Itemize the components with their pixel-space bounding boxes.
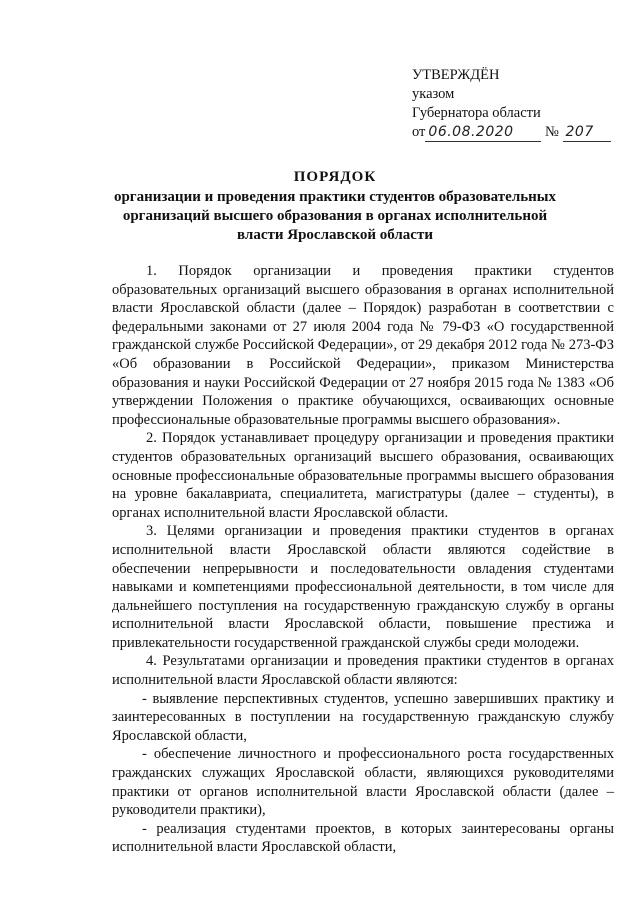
paragraph-3: 3. Целями организации и проведения практики студентов в органах исполнительной власти Ярославской области являются содействие в обеспечении непрерывности и последовательности овладения студентами навыками и компетенциями профессиональной деятельности, в том числе для дальнейшего поступления на государственную гражданскую службу в органы исполнительной власти Ярославской области, повышение престижа и привлекательности государственной гражданской службы среди молодежи. — [112, 523, 614, 651]
list-item: - обеспечение личностного и профессионального роста государственных гражданских служащих Ярославской области, являющихся руководителями практики от органов исполнительной власти Ярославской области (далее – руководители практики), — [112, 746, 614, 819]
approval-governor: Губернатора области — [412, 105, 541, 121]
document-heading — [100, 168, 570, 245]
paragraph-1: 1. Порядок организации и проведения практики студентов образовательных организаций высшего образования в органах исполнительной власти Ярославской области (далее – Порядок) разработан в соответствии с федеральными законами от 27 июля 2004 года № 79-ФЗ «О государственной гражданской службе Российской Федерации», от 29 декабря 2012 года № 273-ФЗ «Об образовании в Российской Федерации», приказом Министерства образования и науки Российской Федерации от 27 ноября 2015 года № 1383 «Об утверждении Положения о практике обучающихся, осваивающих основные профессиональные образовательные программы высшего образования». — [112, 263, 614, 428]
paragraph-4: 4. Результатами организации и проведения практики студентов в органах исполнительной власти Ярославской области являются: — [112, 653, 614, 689]
document-subtitle: организации и проведения практики студентов образовательных организаций высшего образования в органах исполнительной власти Ярославской области — [113, 189, 557, 243]
paragraph-2: 2. Порядок устанавливает процедуру организации и проведения практики студентов образовательных организаций высшего образования, осваивающих основные профессиональные образовательные программы высшего образования на уровне бакалавриата, специалитета, магистратуры (далее – студенты), в органах исполнительной власти Ярославской области. — [112, 430, 614, 521]
document-body — [112, 262, 614, 857]
approval-date-number — [412, 123, 611, 142]
approval-decree: указом — [412, 86, 455, 102]
approval-title: УТВЕРЖДЁН — [412, 67, 500, 83]
handwritten-number: 207 — [563, 124, 611, 142]
document-title: ПОРЯДОК — [293, 169, 377, 185]
handwritten-date: 06.08.2020 — [425, 124, 541, 142]
approval-stamp — [412, 66, 611, 142]
list-item: - выявление перспективных студентов, успешно завершивших практику и заинтересованных в поступлении на государственную гражданскую службу Ярославской области, — [112, 690, 614, 744]
from-label: от — [412, 124, 426, 140]
list-item: - реализация студентами проектов, в которых заинтересованы органы исполнительной власти Ярославской области, — [112, 820, 614, 856]
number-label: № — [545, 124, 559, 140]
